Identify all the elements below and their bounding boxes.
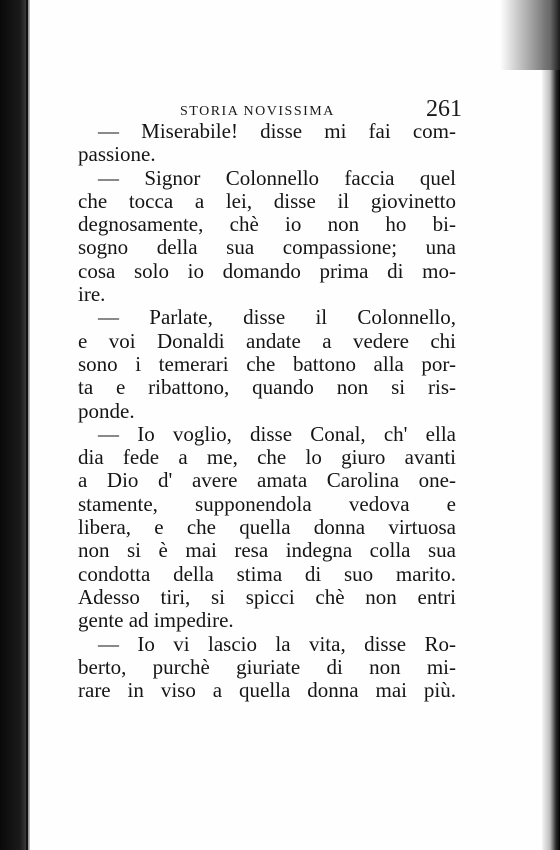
text-line: ta e ribattono, quando non si ris- <box>78 375 456 400</box>
binding-edge-line <box>26 0 28 850</box>
corner-shadow <box>500 0 560 70</box>
text-line: che tocca a lei, disse il giovinetto <box>78 188 456 213</box>
text-line: — Io vi lascio la vita, disse Ro- <box>98 631 456 656</box>
text-line: dia fede a me, che lo giuro avanti <box>78 445 456 470</box>
text-line: — Io voglio, disse Conal, ch' ella <box>98 421 456 446</box>
text-line: — Signor Colonnello faccia quel <box>98 165 456 190</box>
text-line: Adesso tiri, si spicci chè non entri <box>78 584 456 609</box>
text-line: non si è mai resa indegna colla sua <box>78 538 456 563</box>
text-line: rare in viso a quella donna mai più. <box>78 678 456 703</box>
text-line: passione. <box>78 142 156 167</box>
text-line: e voi Donaldi andate a vedere chi <box>78 328 456 353</box>
text-line: stamente, supponendola vedova e <box>78 491 456 516</box>
text-line: gente ad impedire. <box>78 608 234 633</box>
body-text <box>78 120 456 702</box>
text-line: degnosamente, chè io non ho bi- <box>78 212 456 237</box>
text-line: cosa solo io domando prima di mo- <box>78 258 456 283</box>
text-line: a Dio d' avere amata Carolina one- <box>78 468 456 493</box>
page-number: 261 <box>426 96 462 122</box>
text-line: ire. <box>78 282 106 307</box>
text-line: condotta della stima di suo marito. <box>78 561 456 586</box>
text-line: — Miserabile! disse mi fai com- <box>98 119 456 143</box>
text-line: berto, purchè giuriate di non mi- <box>78 654 456 679</box>
text-line: ponde. <box>78 398 135 423</box>
text-line: libera, e che quella donna virtuosa <box>78 515 456 540</box>
running-title: STORIA NOVISSIMA <box>180 104 335 119</box>
text-line: sogno della sua compassione; una <box>78 235 456 260</box>
text-line: — Parlate, disse il Colonnello, <box>98 305 456 330</box>
text-line: sono i temerari che battono alla por- <box>78 351 456 376</box>
page-edge-shadow <box>542 0 560 850</box>
